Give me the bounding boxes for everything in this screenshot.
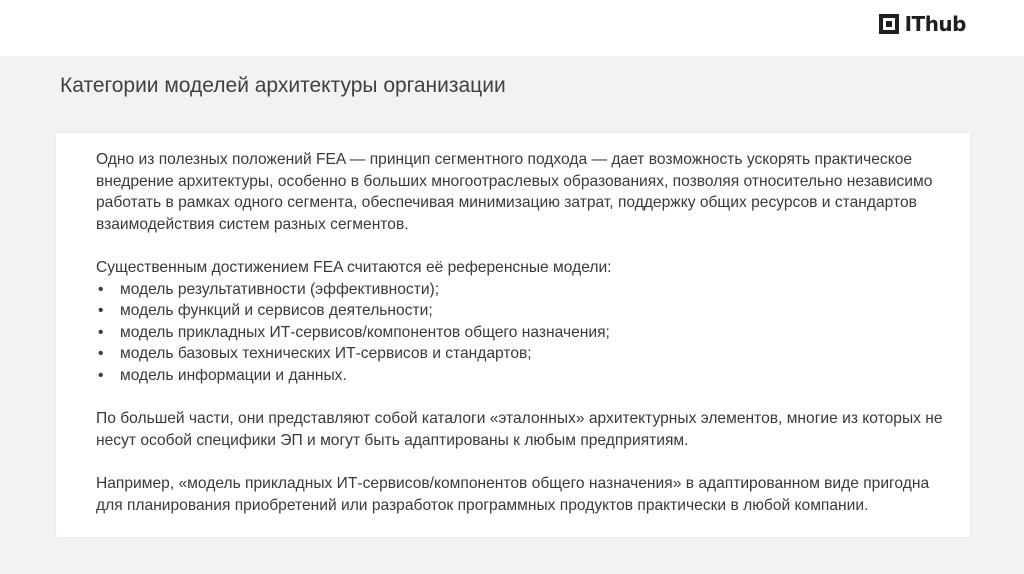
paragraph-example: Например, «модель прикладных ИТ-сервисов/компонентов общего назначения» в адаптированном виде пригодна для планирования приобретений или разработок программных продуктов практически в любой компании. — [96, 474, 930, 514]
list-item — [96, 279, 946, 301]
bullet-icon: • — [98, 302, 104, 320]
ithub-logo — [879, 12, 966, 36]
list-item-text: модель результативности (эффективности); — [120, 280, 440, 298]
list-item-text: модель прикладных ИТ-сервисов/компонентов общего назначения; — [120, 323, 610, 341]
bullet-icon: • — [98, 345, 104, 363]
content-card — [56, 133, 970, 537]
header-bar — [0, 0, 1024, 56]
paragraph-segment-approach: Одно из полезных положений FEA — принцип сегментного подхода — дает возможность ускорять практическое внедрение архитектуры, особенно в больших многоотраслевых образованиях, позволяя относительно независимо работать в рамках одного сегмента, обеспечивая минимизацию затрат, поддержку общих ресурсов и стандартов взаимодействия систем разных сегментов. — [96, 151, 933, 233]
bullet-icon: • — [98, 280, 104, 298]
bullet-icon: • — [98, 323, 104, 341]
bullet-icon: • — [98, 366, 104, 384]
slide-title: Категории моделей архитектуры организации — [60, 74, 506, 97]
list-item — [96, 300, 946, 322]
list-item-text: модель информации и данных. — [120, 366, 347, 384]
square-logo-icon — [879, 14, 899, 34]
list-item — [96, 322, 946, 344]
list-item — [96, 343, 946, 365]
paragraph-reference-models: Существенным достижением FEA считаются её референсные модели: — [96, 258, 612, 276]
content-text — [96, 149, 946, 516]
list-item — [96, 365, 946, 387]
paragraph-catalogs: По большей части, они представляют собой каталоги «эталонных» архитектурных элементов, многие из которых не несут особой специфики ЭП и могут быть адаптированы к любым предприятиям. — [96, 410, 943, 449]
reference-models-list — [96, 279, 946, 387]
list-item-text: модель функций и сервисов деятельности; — [120, 302, 433, 320]
list-item-text: модель базовых технических ИТ-сервисов и стандартов; — [120, 345, 532, 363]
logo-text: IThub — [904, 12, 966, 36]
